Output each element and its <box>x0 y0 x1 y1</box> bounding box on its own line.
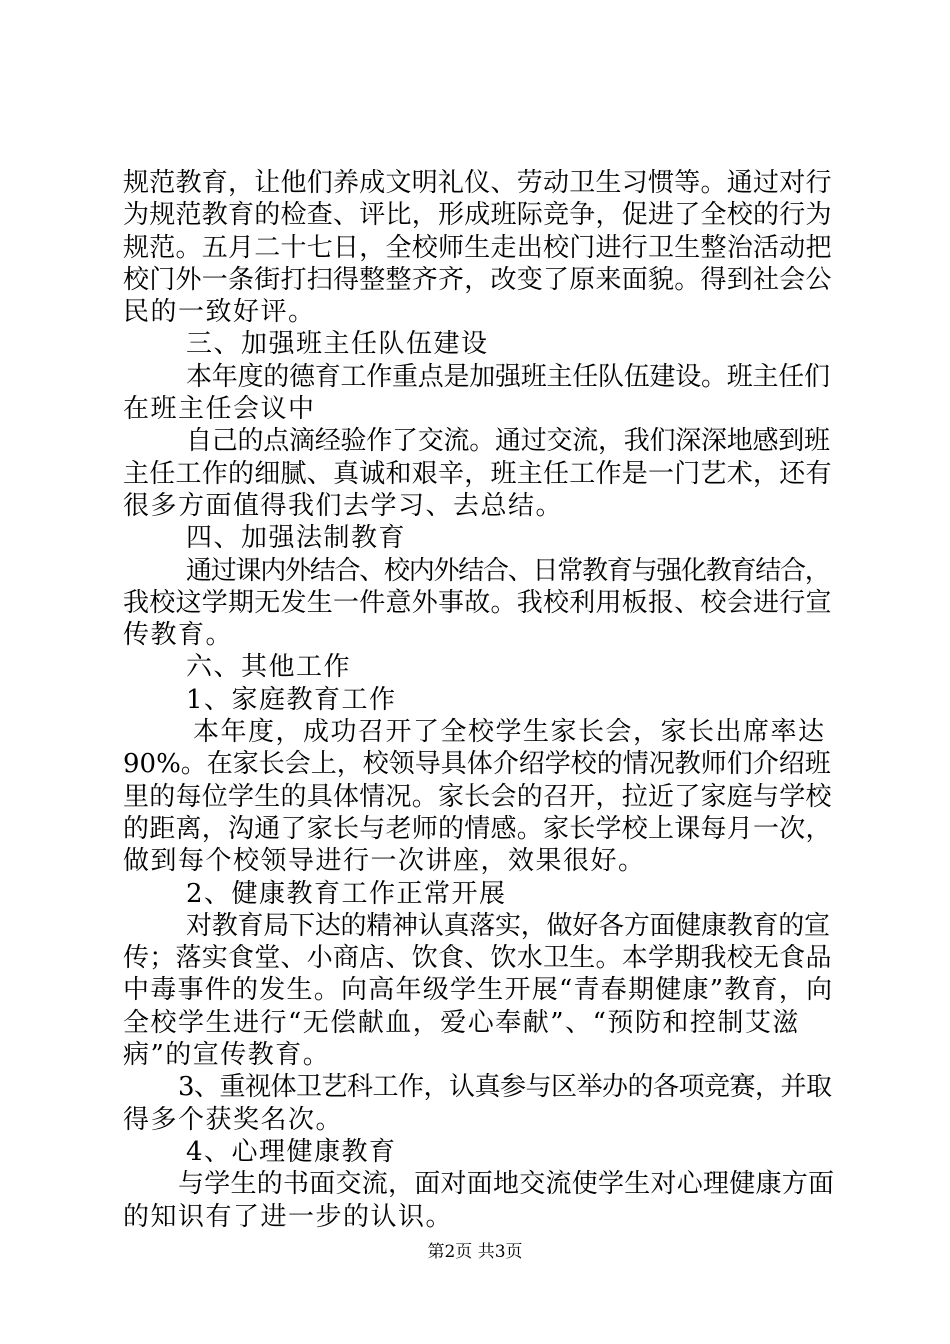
text-line: 做到每个校领导进行一次讲座，效果很好。 <box>123 846 646 877</box>
text-line: 三、加强班主任队伍建设 <box>186 329 489 360</box>
text-line: 传；落实食堂、小商店、饮食、饮水卫生。本学期我校无食品 <box>123 943 832 974</box>
text-line: 自己的点滴经验作了交流。通过交流，我们深深地感到班 <box>186 426 830 457</box>
document-body <box>123 167 833 1233</box>
text-line: 4、心理健康教育 <box>186 1136 397 1167</box>
text-line: 规范。五月二十七日，全校师生走出校门进行卫生整治活动把 <box>123 232 832 263</box>
text-line: 我校这学期无发生一件意外事故。我校利用板报、校会进行宣 <box>123 587 832 618</box>
text-line: 对教育局下达的精神认真落实，做好各方面健康教育的宣 <box>186 910 830 941</box>
page-footer: 第2页 共3页 <box>427 1242 523 1262</box>
text-line: 与学生的书面交流，面对面地交流使学生对心理健康方面 <box>178 1169 835 1200</box>
text-line: 六、其他工作 <box>186 652 352 683</box>
text-line: 本年度的德育工作重点是加强班主任队伍建设。班主任们 <box>186 361 830 392</box>
text-line: 为规范教育的检查、评比，形成班际竞争，促进了全校的行为 <box>123 200 832 231</box>
text-line: 规范教育，让他们养成文明礼仪、劳动卫生习惯等。通过对行 <box>123 168 832 198</box>
text-line: 病”的宣传教育。 <box>123 1040 331 1071</box>
text-line: 1、家庭教育工作 <box>186 684 397 715</box>
text-line: 主任工作的细腻、真诚和艰辛，班主任工作是一门艺术，还有 <box>123 458 832 489</box>
text-line: 本年度，成功召开了全校学生家长会，家长出席率达 <box>193 717 826 748</box>
text-line: 90%。在家长会上，校领导具体介绍学校的情况教师们介绍班 <box>123 749 831 780</box>
text-line: 的距离，沟通了家长与老师的情感。家长学校上课每月一次， <box>123 813 832 844</box>
text-line: 3、重视体卫艺科工作，认真参与区举办的各项竞赛，并取 <box>178 1072 832 1103</box>
text-line: 四、加强法制教育 <box>186 523 407 554</box>
text-line: 传教育。 <box>123 620 234 651</box>
text-line: 很多方面值得我们去学习、去总结。 <box>123 490 564 521</box>
text-line: 民的一致好评。 <box>123 297 316 328</box>
text-line: 全校学生进行“无偿献血，爱心奉献”、“预防和控制艾滋 <box>123 1007 800 1038</box>
text-line: 得多个获奖名次。 <box>123 1104 344 1135</box>
text-line: 2、健康教育工作正常开展 <box>186 878 507 909</box>
text-line: 中毒事件的发生。向高年级学生开展“青春期健康”教育，向 <box>123 975 834 1006</box>
text-line: 在班主任会议中 <box>123 394 316 425</box>
text-line: 的知识有了进一步的认识。 <box>123 1201 454 1232</box>
text-line: 通过课内外结合、校内外结合、日常教育与强化教育结合， <box>186 555 830 586</box>
text-line: 校门外一条街打扫得整整齐齐，改变了原来面貌。得到社会公 <box>123 264 832 295</box>
text-line: 里的每位学生的具体情况。家长会的召开，拉近了家庭与学校 <box>123 781 832 812</box>
